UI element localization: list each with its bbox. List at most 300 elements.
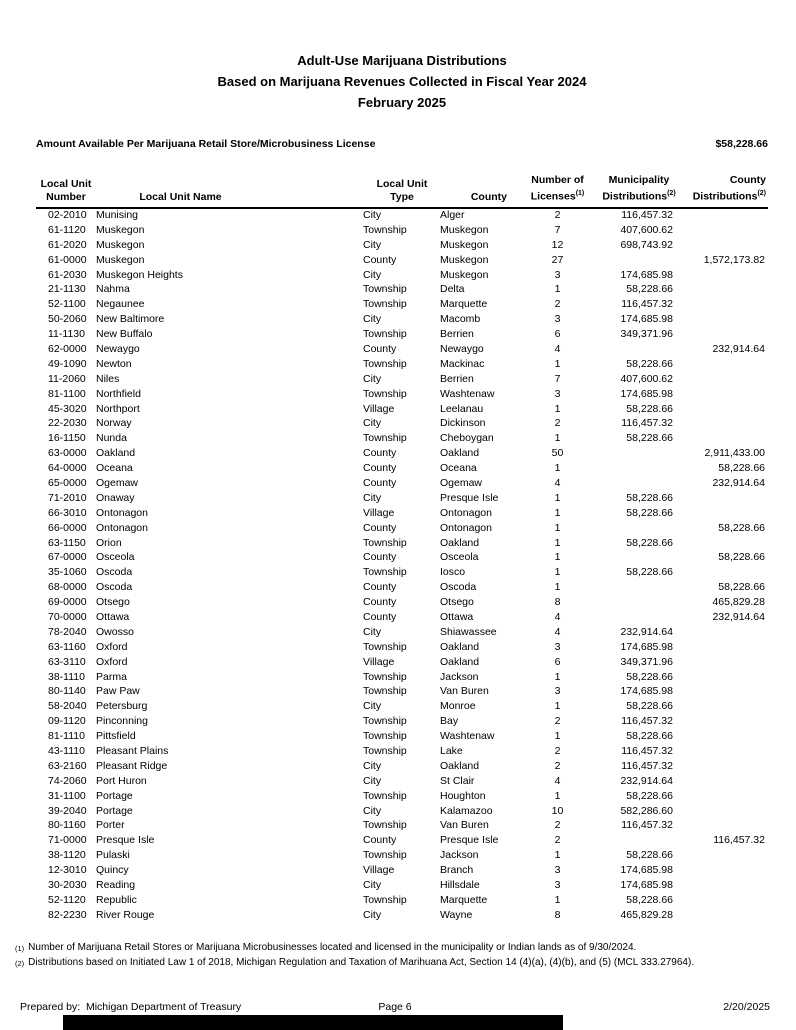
cell-municipality-distribution: 174,685.98 bbox=[620, 864, 673, 877]
cell-county: Muskegon bbox=[440, 268, 489, 281]
cell-local-unit-number: 09-1120 bbox=[48, 715, 86, 728]
cell-local-unit-name: Pulaski bbox=[96, 849, 130, 862]
cell-county: Monroe bbox=[440, 700, 476, 713]
cell-municipality-distribution: 58,228.66 bbox=[626, 893, 673, 906]
cell-local-unit-number: 71-2010 bbox=[48, 491, 87, 504]
cell-municipality-distribution: 58,228.66 bbox=[626, 491, 673, 504]
cell-local-unit-type: County bbox=[363, 476, 397, 489]
cell-local-unit-name: Ontonagon bbox=[96, 506, 148, 519]
cell-local-unit-name: Porter bbox=[96, 819, 125, 832]
cell-local-unit-type: City bbox=[363, 372, 382, 385]
cell-municipality-distribution bbox=[600, 833, 678, 848]
cell-local-unit-type: City bbox=[363, 700, 382, 713]
cell-county-distribution: 116,457.32 bbox=[713, 834, 765, 847]
cell-local-unit-number: 50-2060 bbox=[48, 313, 87, 326]
cell-county-distribution bbox=[678, 267, 768, 282]
cell-county-distribution bbox=[678, 312, 768, 327]
cell-local-unit-type: City bbox=[363, 313, 382, 326]
cell-local-unit-name: Ontonagon bbox=[96, 521, 148, 534]
cell-municipality-distribution: 174,685.98 bbox=[620, 685, 673, 698]
cell-number-of-licenses: 1 bbox=[554, 506, 561, 519]
cell-local-unit-type: Village bbox=[363, 655, 395, 668]
cell-local-unit-type: County bbox=[363, 834, 397, 847]
cell-county-distribution bbox=[678, 490, 768, 505]
cell-number-of-licenses: 6 bbox=[554, 655, 561, 668]
cell-county-distribution bbox=[678, 356, 768, 371]
table-row bbox=[36, 744, 768, 759]
table-row bbox=[36, 505, 768, 520]
table-row bbox=[36, 848, 768, 863]
cell-number-of-licenses: 6 bbox=[554, 328, 561, 341]
amount-available-row bbox=[36, 138, 768, 150]
cell-local-unit-type: City bbox=[363, 804, 382, 817]
cell-county-distribution bbox=[678, 327, 768, 342]
cell-number-of-licenses: 2 bbox=[554, 745, 561, 757]
cell-local-unit-number: 16-1150 bbox=[48, 432, 86, 445]
cell-municipality-distribution: 58,228.66 bbox=[626, 849, 673, 862]
cell-county: Iosco bbox=[440, 566, 466, 579]
cell-number-of-licenses: 1 bbox=[554, 462, 561, 475]
table-row bbox=[36, 669, 768, 684]
cell-county-distribution bbox=[678, 758, 768, 773]
cell-local-unit-name: Newton bbox=[96, 357, 132, 370]
cell-local-unit-name: Northfield bbox=[96, 387, 141, 400]
cell-county: Ontonagon bbox=[440, 521, 492, 534]
cell-county-distribution bbox=[678, 505, 768, 520]
cell-county: Presque Isle bbox=[440, 834, 499, 847]
table-row bbox=[36, 803, 768, 818]
cell-local-unit-name: Niles bbox=[96, 372, 120, 385]
cell-local-unit-number: 62-0000 bbox=[48, 342, 87, 355]
cell-local-unit-number: 43-1110 bbox=[48, 745, 85, 757]
cell-county: Wayne bbox=[440, 908, 473, 921]
cell-local-unit-number: 61-0000 bbox=[48, 253, 87, 266]
table-row bbox=[36, 818, 768, 833]
table-row bbox=[36, 416, 768, 431]
cell-local-unit-number: 61-1120 bbox=[48, 223, 86, 236]
cell-municipality-distribution: 174,685.98 bbox=[620, 313, 673, 326]
cell-local-unit-name: Owosso bbox=[96, 625, 134, 638]
cell-county-distribution bbox=[678, 416, 768, 431]
cell-local-unit-type: Township bbox=[363, 432, 407, 445]
cell-number-of-licenses: 1 bbox=[554, 491, 561, 504]
cell-local-unit-number: 45-3020 bbox=[48, 402, 87, 415]
cell-local-unit-name: Pleasant Ridge bbox=[96, 759, 168, 772]
cell-county: Houghton bbox=[440, 789, 486, 802]
cell-county-distribution bbox=[678, 431, 768, 446]
cell-number-of-licenses: 2 bbox=[554, 834, 561, 847]
cell-number-of-licenses: 1 bbox=[554, 521, 561, 534]
col-header-local-unit-type: Local Unit Type bbox=[355, 174, 435, 208]
cell-county-distribution bbox=[678, 624, 768, 639]
cell-local-unit-type: Township bbox=[363, 223, 407, 236]
cell-local-unit-type: City bbox=[363, 759, 382, 772]
cell-county: Van Buren bbox=[440, 685, 489, 698]
cell-municipality-distribution: 58,228.66 bbox=[626, 730, 673, 743]
cell-municipality-distribution bbox=[600, 580, 678, 595]
cell-local-unit-number: 31-1100 bbox=[48, 789, 86, 802]
cell-county-distribution bbox=[678, 699, 768, 714]
cell-county-distribution bbox=[678, 892, 768, 907]
footnote-2 bbox=[15, 955, 768, 970]
cell-municipality-distribution bbox=[600, 342, 678, 357]
cell-local-unit-name: Petersburg bbox=[96, 700, 148, 713]
cell-county-distribution bbox=[678, 684, 768, 699]
cell-local-unit-name: Pleasant Plains bbox=[96, 745, 169, 757]
table-row bbox=[36, 788, 768, 803]
table-row bbox=[36, 490, 768, 505]
cell-number-of-licenses: 3 bbox=[554, 879, 561, 892]
cell-local-unit-number: 63-1160 bbox=[48, 640, 86, 653]
cell-number-of-licenses: 3 bbox=[554, 387, 561, 400]
cell-local-unit-name: Quincy bbox=[96, 864, 129, 877]
cell-number-of-licenses: 50 bbox=[551, 447, 564, 460]
cell-municipality-distribution bbox=[600, 476, 678, 491]
table-row bbox=[36, 356, 768, 371]
table-row bbox=[36, 431, 768, 446]
cell-number-of-licenses: 1 bbox=[554, 432, 561, 445]
cell-number-of-licenses: 1 bbox=[554, 536, 561, 549]
cell-local-unit-type: Village bbox=[363, 864, 395, 877]
cell-municipality-distribution bbox=[600, 550, 678, 565]
cell-county: Muskegon bbox=[440, 253, 489, 266]
cell-local-unit-number: 78-2040 bbox=[48, 625, 87, 638]
cell-local-unit-name: Pinconning bbox=[96, 715, 148, 728]
cell-municipality-distribution: 58,228.66 bbox=[626, 432, 673, 445]
table-row bbox=[36, 461, 768, 476]
cell-number-of-licenses: 4 bbox=[554, 625, 561, 638]
footnote-ref-1: (1) bbox=[575, 190, 585, 197]
cell-municipality-distribution bbox=[600, 610, 678, 625]
cell-number-of-licenses: 4 bbox=[554, 610, 561, 623]
title-line-2: Based on Marijuana Revenues Collected in Fiscal Year 2024 bbox=[217, 74, 587, 89]
cell-municipality-distribution: 174,685.98 bbox=[620, 879, 673, 892]
cell-local-unit-type: City bbox=[363, 268, 382, 281]
cell-municipality-distribution: 58,228.66 bbox=[626, 506, 673, 519]
table-row bbox=[36, 654, 768, 669]
cell-local-unit-number: 58-2040 bbox=[48, 700, 87, 713]
cell-county: Oakland bbox=[440, 447, 480, 460]
cell-local-unit-name: Onaway bbox=[96, 491, 135, 504]
cell-county-distribution bbox=[678, 803, 768, 818]
cell-county: St Clair bbox=[440, 774, 475, 787]
cell-number-of-licenses: 12 bbox=[551, 238, 564, 251]
cell-local-unit-number: 21-1130 bbox=[48, 283, 86, 296]
cell-county-distribution bbox=[678, 848, 768, 863]
table-row bbox=[36, 297, 768, 312]
cell-local-unit-number: 61-2020 bbox=[48, 238, 87, 251]
cell-number-of-licenses: 2 bbox=[554, 819, 561, 832]
cell-county-distribution: 232,914.64 bbox=[712, 476, 765, 489]
cell-number-of-licenses: 8 bbox=[554, 908, 561, 921]
cell-local-unit-number: 82-2230 bbox=[48, 908, 87, 921]
table-row bbox=[36, 892, 768, 907]
cell-county: Van Buren bbox=[440, 819, 489, 832]
cell-local-unit-number: 68-0000 bbox=[48, 581, 87, 594]
cell-local-unit-name: Republic bbox=[96, 893, 137, 906]
table-row bbox=[36, 714, 768, 729]
table-row bbox=[36, 446, 768, 461]
cell-county: Oakland bbox=[440, 759, 480, 772]
cell-number-of-licenses: 1 bbox=[554, 566, 561, 579]
cell-local-unit-type: Township bbox=[363, 745, 407, 757]
table-row bbox=[36, 267, 768, 282]
cell-local-unit-type: Township bbox=[363, 357, 407, 370]
table-row bbox=[36, 773, 768, 788]
col-header-county: County bbox=[435, 174, 515, 208]
cell-municipality-distribution bbox=[600, 446, 678, 461]
cell-local-unit-type: County bbox=[363, 521, 397, 534]
cell-municipality-distribution: 116,457.32 bbox=[621, 745, 673, 757]
cell-local-unit-name: Port Huron bbox=[96, 774, 147, 787]
cell-county: Muskegon bbox=[440, 238, 489, 251]
cell-local-unit-number: 69-0000 bbox=[48, 596, 87, 609]
cell-county-distribution: 58,228.66 bbox=[718, 521, 765, 534]
cell-number-of-licenses: 2 bbox=[554, 417, 561, 430]
cell-county: Cheboygan bbox=[440, 432, 494, 445]
cell-county-distribution bbox=[678, 744, 768, 759]
cell-number-of-licenses: 8 bbox=[554, 596, 561, 609]
cell-local-unit-number: 81-1100 bbox=[48, 387, 86, 400]
table-row bbox=[36, 907, 768, 922]
footnote-2-text: Distributions based on Initiated Law 1 of 2018, Michigan Regulation and Taxation of Marihuana Act, Section 14 (4)(a), (4)(b), and (5) (MCL 333.27964). bbox=[28, 957, 695, 969]
cell-local-unit-type: Township bbox=[363, 685, 407, 698]
table-row bbox=[36, 535, 768, 550]
cell-local-unit-number: 80-1160 bbox=[48, 819, 86, 832]
cell-local-unit-type: City bbox=[363, 238, 382, 251]
cell-local-unit-name: Portage bbox=[96, 789, 133, 802]
cell-local-unit-type: County bbox=[363, 581, 397, 594]
cell-county-distribution bbox=[678, 818, 768, 833]
table-row bbox=[36, 208, 768, 223]
cell-local-unit-type: County bbox=[363, 551, 397, 564]
table-row bbox=[36, 386, 768, 401]
cell-local-unit-type: Township bbox=[363, 789, 407, 802]
cell-number-of-licenses: 2 bbox=[554, 209, 561, 222]
cell-local-unit-name: Newaygo bbox=[96, 342, 140, 355]
bottom-bar bbox=[63, 1015, 563, 1030]
cell-county: Marquette bbox=[440, 298, 488, 311]
cell-local-unit-number: 65-0000 bbox=[48, 476, 87, 489]
cell-municipality-distribution bbox=[600, 595, 678, 610]
cell-number-of-licenses: 1 bbox=[554, 670, 561, 683]
cell-local-unit-name: River Rouge bbox=[96, 908, 155, 921]
cell-number-of-licenses: 3 bbox=[554, 685, 561, 698]
cell-county-distribution bbox=[678, 863, 768, 878]
cell-county-distribution bbox=[678, 654, 768, 669]
footer-date: 2/20/2025 bbox=[723, 1001, 770, 1013]
cell-county: Kalamazoo bbox=[440, 804, 493, 817]
footer-page-number: Page 6 bbox=[378, 1001, 412, 1013]
col-header-number-of-licenses: Number of Licenses$^{(1)}$ bbox=[515, 174, 600, 208]
cell-local-unit-number: 63-2160 bbox=[48, 759, 87, 772]
cell-local-unit-number: 70-0000 bbox=[48, 610, 87, 623]
cell-local-unit-type: Township bbox=[363, 387, 407, 400]
table-row bbox=[36, 520, 768, 535]
table-body bbox=[36, 208, 768, 923]
cell-local-unit-name: Orion bbox=[96, 536, 122, 549]
cell-county-distribution bbox=[678, 669, 768, 684]
cell-local-unit-number: 66-0000 bbox=[48, 521, 87, 534]
cell-local-unit-number: 30-2030 bbox=[48, 879, 87, 892]
cell-local-unit-type: City bbox=[363, 417, 382, 430]
cell-local-unit-name: Muskegon bbox=[96, 223, 145, 236]
table-row bbox=[36, 580, 768, 595]
cell-county: Oakland bbox=[440, 536, 480, 549]
footnote-ref-2: (2) bbox=[667, 190, 676, 197]
cell-number-of-licenses: 3 bbox=[554, 864, 561, 877]
cell-local-unit-name: Oxford bbox=[96, 640, 128, 653]
cell-county: Ottawa bbox=[440, 610, 474, 623]
cell-county: Otsego bbox=[440, 596, 474, 609]
cell-county: Oscoda bbox=[440, 581, 477, 594]
amount-available-value: $58,228.66 bbox=[715, 138, 768, 150]
table-row bbox=[36, 312, 768, 327]
cell-county: Hillsdale bbox=[440, 879, 480, 892]
cell-local-unit-number: 11-1130 bbox=[48, 328, 85, 341]
cell-county-distribution bbox=[678, 401, 768, 416]
cell-local-unit-type: Township bbox=[363, 298, 407, 311]
cell-county: Alger bbox=[440, 209, 465, 222]
cell-number-of-licenses: 1 bbox=[554, 893, 561, 906]
table-row bbox=[36, 595, 768, 610]
col-header-local-unit-name: Local Unit Name bbox=[96, 174, 355, 208]
cell-county-distribution: 232,914.64 bbox=[712, 610, 765, 623]
footnote-2-marker: (2) bbox=[15, 959, 25, 969]
table-row bbox=[36, 371, 768, 386]
cell-municipality-distribution: 407,600.62 bbox=[620, 372, 673, 385]
cell-number-of-licenses: 10 bbox=[551, 804, 564, 817]
cell-local-unit-number: 35-1060 bbox=[48, 566, 87, 579]
col-header-municipality-distributions: Municipality Distributions$^{(2)}$ bbox=[600, 174, 678, 208]
table-row bbox=[36, 327, 768, 342]
cell-county-distribution: 58,228.66 bbox=[718, 551, 765, 564]
cell-local-unit-type: City bbox=[363, 774, 382, 787]
cell-county: Leelanau bbox=[440, 402, 484, 415]
cell-county-distribution bbox=[678, 714, 768, 729]
cell-county: Jackson bbox=[440, 849, 479, 862]
cell-county: Macomb bbox=[440, 313, 481, 326]
cell-local-unit-type: City bbox=[363, 625, 382, 638]
cell-local-unit-name: Muskegon bbox=[96, 238, 145, 251]
cell-county-distribution bbox=[678, 386, 768, 401]
cell-local-unit-name: Portage bbox=[96, 804, 133, 817]
cell-local-unit-type: Township bbox=[363, 536, 407, 549]
cell-county-distribution: 58,228.66 bbox=[718, 581, 765, 594]
cell-local-unit-name: Nunda bbox=[96, 432, 127, 445]
footnote-1-text: Number of Marijuana Retail Stores or Marijuana Microbusinesses located and licensed in the municipality or Indian lands as of 9/30/2024. bbox=[28, 942, 637, 954]
table-row bbox=[36, 684, 768, 699]
amount-available-label: Amount Available Per Marijuana Retail Store/Microbusiness License bbox=[36, 138, 376, 150]
cell-municipality-distribution: 58,228.66 bbox=[626, 670, 673, 683]
cell-local-unit-name: Muskegon Heights bbox=[96, 268, 183, 281]
cell-local-unit-type: Village bbox=[363, 402, 395, 415]
title-line-3: February 2025 bbox=[357, 95, 447, 110]
cell-local-unit-type: Township bbox=[363, 819, 407, 832]
col-header-county-distributions: County Distributions$^{(2)}$ bbox=[678, 174, 768, 208]
cell-number-of-licenses: 1 bbox=[554, 789, 561, 802]
cell-local-unit-name: Presque Isle bbox=[96, 834, 155, 847]
cell-local-unit-name: New Buffalo bbox=[96, 328, 153, 341]
table-row bbox=[36, 610, 768, 625]
cell-municipality-distribution: 698,743.92 bbox=[620, 238, 673, 251]
cell-local-unit-type: City bbox=[363, 491, 382, 504]
cell-municipality-distribution: 58,228.66 bbox=[626, 402, 673, 415]
cell-county: Lake bbox=[440, 745, 463, 757]
table-row bbox=[36, 639, 768, 654]
page-footer bbox=[20, 1001, 770, 1013]
cell-number-of-licenses: 1 bbox=[554, 551, 561, 564]
cell-county-distribution bbox=[678, 222, 768, 237]
cell-local-unit-type: Township bbox=[363, 283, 407, 296]
cell-county: Osceola bbox=[440, 551, 479, 564]
cell-county: Berrien bbox=[440, 372, 474, 385]
cell-county: Washtenaw bbox=[440, 387, 495, 400]
cell-municipality-distribution: 582,286.60 bbox=[620, 804, 673, 817]
cell-municipality-distribution: 116,457.32 bbox=[621, 209, 673, 222]
cell-county-distribution bbox=[678, 565, 768, 580]
table-row bbox=[36, 833, 768, 848]
cell-municipality-distribution: 58,228.66 bbox=[626, 357, 673, 370]
table-row bbox=[36, 758, 768, 773]
cell-local-unit-number: 38-1110 bbox=[48, 670, 85, 683]
cell-number-of-licenses: 1 bbox=[554, 849, 561, 862]
cell-local-unit-name: Oakland bbox=[96, 447, 136, 460]
cell-local-unit-number: 64-0000 bbox=[48, 462, 87, 475]
cell-local-unit-number: 71-0000 bbox=[48, 834, 87, 847]
cell-municipality-distribution: 58,228.66 bbox=[626, 700, 673, 713]
table-row bbox=[36, 401, 768, 416]
cell-county: Washtenaw bbox=[440, 730, 495, 743]
cell-local-unit-name: Oscoda bbox=[96, 581, 133, 594]
cell-local-unit-number: 52-1100 bbox=[48, 298, 86, 311]
cell-county: Dickinson bbox=[440, 417, 486, 430]
cell-municipality-distribution: 58,228.66 bbox=[626, 566, 673, 579]
cell-county-distribution bbox=[678, 371, 768, 386]
footnotes bbox=[15, 940, 768, 970]
cell-local-unit-number: 38-1120 bbox=[48, 849, 86, 862]
cell-local-unit-type: Township bbox=[363, 715, 407, 728]
cell-municipality-distribution bbox=[600, 252, 678, 267]
cell-local-unit-number: 66-3010 bbox=[48, 506, 87, 519]
cell-municipality-distribution: 116,457.32 bbox=[621, 819, 673, 832]
cell-county: Oceana bbox=[440, 462, 477, 475]
cell-number-of-licenses: 7 bbox=[554, 223, 561, 236]
cell-local-unit-name: Reading bbox=[96, 879, 136, 892]
cell-county-distribution bbox=[678, 297, 768, 312]
cell-county: Newaygo bbox=[440, 342, 484, 355]
cell-number-of-licenses: 4 bbox=[554, 342, 561, 355]
cell-local-unit-type: County bbox=[363, 610, 397, 623]
table-row bbox=[36, 550, 768, 565]
cell-number-of-licenses: 27 bbox=[551, 253, 564, 266]
cell-local-unit-number: 49-1090 bbox=[48, 357, 87, 370]
cell-county-distribution: 465,829.28 bbox=[712, 596, 765, 609]
cell-local-unit-name: Oscoda bbox=[96, 566, 133, 579]
cell-municipality-distribution: 232,914.64 bbox=[620, 625, 673, 638]
table-row bbox=[36, 624, 768, 639]
cell-county: Shiawassee bbox=[440, 625, 497, 638]
cell-local-unit-type: Township bbox=[363, 328, 407, 341]
cell-county: Oakland bbox=[440, 640, 480, 653]
cell-local-unit-number: 63-0000 bbox=[48, 447, 87, 460]
cell-municipality-distribution bbox=[600, 520, 678, 535]
cell-local-unit-type: County bbox=[363, 447, 397, 460]
cell-county: Ogemaw bbox=[440, 476, 483, 489]
table-row bbox=[36, 565, 768, 580]
cell-local-unit-number: 52-1120 bbox=[48, 893, 86, 906]
cell-county-distribution bbox=[678, 208, 768, 223]
